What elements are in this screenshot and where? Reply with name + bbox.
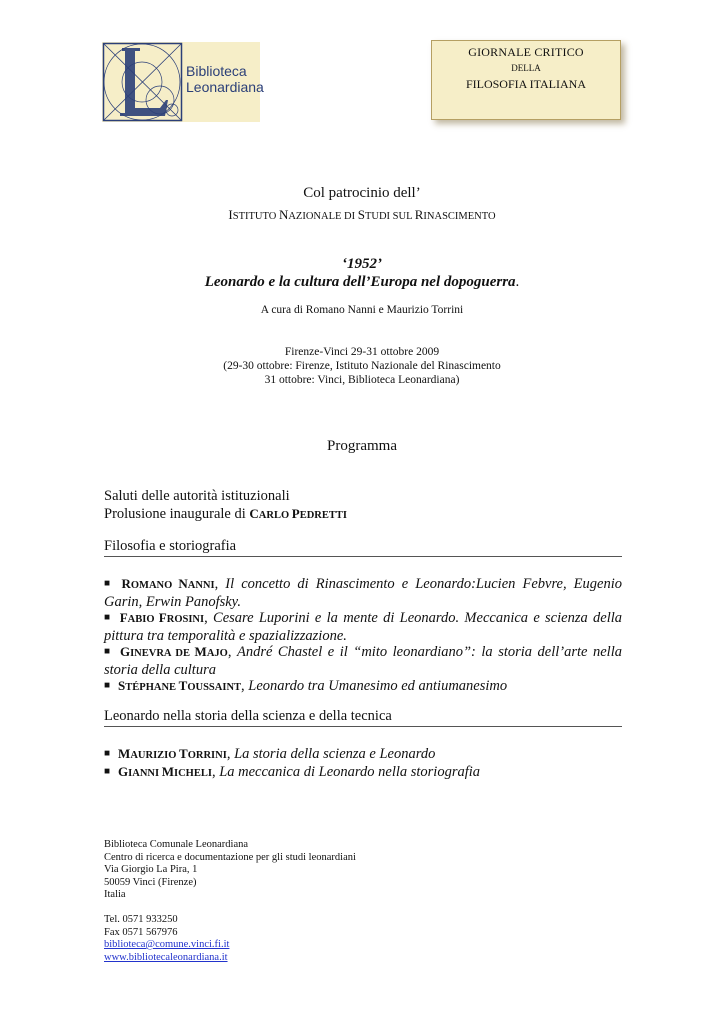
footer-address [104,839,356,964]
bullet-icon: ■ [104,612,112,623]
institute-word-4-initial: R [414,207,424,222]
event-dates-block [0,345,724,387]
speaker-name: TÉPHANE [125,682,179,693]
email-link[interactable]: biblioteca@comune.vinci.fi.it [104,939,230,950]
footer-street: Via Giorgio La Pira, 1 [104,864,198,875]
speaker-initial: M [161,764,174,779]
logo-emblem-icon [102,42,184,122]
speaker-name: OUSSAINT [187,682,242,693]
footer-country: Italia [104,889,126,900]
institute-word-2: AZIONALE DI [288,211,358,222]
logo-text [186,63,264,95]
footer-library-name: Biblioteca Comunale Leonardiana [104,839,249,850]
separator: , [214,576,226,592]
programma-heading: Programma [327,438,397,454]
separator: , [211,764,220,780]
website-link[interactable]: www.bibliotecaleonardiana.it [104,951,228,963]
institute-word-4: INASCIMENTO [423,211,496,222]
event-venue-1: (29-30 ottobre: Firenze, Istituto Nazionale del Rinascimento [223,360,501,372]
speaker-initial: G [119,644,131,659]
separator: , [226,746,235,762]
speaker-name: OMANO [130,580,179,591]
speaker-name: AURIZIO [130,750,180,761]
footer-telephone: Tel. 0571 933250 [104,914,178,925]
talk-title: Il concetto di Rinascimento e Leonardo:Lucien Febvre, Eugenio Garin, Erwin Panofsky. [104,576,622,610]
footer-center-name: Centro di ricerca e documentazione per gli studi leonardiani [104,851,356,863]
opening-lecture-prefix: Prolusione inaugurale di [104,506,250,522]
speaker-initial: T [178,678,188,693]
speaker-name-1: ARLO [258,510,292,521]
list-item [104,745,622,764]
list-item [104,609,622,645]
speaker-name: ABIO [127,614,159,625]
list-item [104,643,622,679]
institute-name [0,206,724,224]
footer-fax: Fax 0571 567976 [104,926,178,938]
speaker-initial: F [119,610,128,625]
section-heading-filosofia: Filosofia e storiografia [104,538,622,557]
event-dates: Firenze-Vinci 29-31 ottobre 2009 [284,346,440,358]
talk-title: Cesare Luporini e la mente di Leonardo. Meccanica e scienza della pittura tra temporalità e spazializzazione. [104,610,623,644]
speaker-initial: G [118,764,129,779]
bullet-icon: ■ [104,748,111,759]
talk-title: La meccanica di Leonardo nella storiografia [219,764,481,780]
speaker-name: INEVRA DE [130,648,195,659]
separator: , [204,610,214,626]
speaker-initial: T [179,746,188,761]
event-venue-2: 31 ottobre: Vinci, Biblioteca Leonardiana) [264,374,460,386]
talk-title: Leonardo tra Umanesimo ed antiumanesimo [248,678,508,694]
bullet-icon: ■ [104,766,111,777]
institute-word-3-initial: S [357,207,365,222]
logo-line-1: Biblioteca [186,63,247,79]
list-item [104,677,622,696]
journal-line-2: DELLA [511,63,541,73]
speaker-name: ORRINI [187,750,227,761]
opening-greetings: Saluti delle autorità istituzionali [104,488,290,504]
section-heading-scienza: Leonardo nella storia della scienza e della tecnica [104,708,622,727]
speaker-name: ICHELI [174,768,212,779]
institute-word-1-initial: I [228,207,233,222]
speaker-initial: S [118,678,126,693]
talk-title: André Chastel e il “mito leonardiano”: la storia dell’arte nella storia della cultura [104,644,622,678]
journal-line-3: FILOSOFIA ITALIANA [465,77,587,91]
event-curators: A cura di Romano Nanni e Maurizio Torrini [260,304,464,316]
speaker-name: ROSINI [166,614,205,625]
journal-line-1: GIORNALE CRITICO [468,45,584,59]
institute-word-1: STITUTO [232,211,279,222]
speaker-initial: M [194,644,207,659]
patronage-line: Col patrocinio dell’ [303,185,421,201]
logo-line-2: Leonardiana [186,79,264,95]
list-item [104,575,622,611]
speaker-name: AJO [206,648,228,659]
journal-box [431,40,621,120]
event-title [0,274,724,291]
event-title-text: Leonardo e la cultura dell’Europa nel dopoguerra [204,274,516,290]
speaker-initial: R [121,576,131,591]
biblioteca-leonardiana-logo [102,42,264,122]
speaker-name: ANNI [187,580,215,591]
speaker-initial: M [118,746,131,761]
speaker-name: IANNI [128,768,162,779]
bullet-icon: ■ [104,646,112,657]
opening-lecture [104,505,347,524]
footer-city: 50059 Vinci (Firenze) [104,876,197,888]
event-title-period: . [515,274,520,290]
separator: , [227,644,237,660]
speaker-initial: N [178,576,188,591]
institute-word-2-initial: N [278,207,289,222]
institute-word-3: TUDI SUL [364,211,415,222]
speaker-initial-1: C [249,506,259,521]
event-year: ‘1952’ [342,256,382,272]
talk-title: La storia della scienza e Leonardo [234,746,436,762]
speaker-name-2: EDRETTI [299,510,347,521]
separator: , [241,678,249,694]
bullet-icon: ■ [104,578,114,589]
speaker-initial-2: P [291,506,300,521]
speaker-initial: F [158,610,167,625]
bullet-icon: ■ [104,680,111,691]
list-item [104,763,622,782]
